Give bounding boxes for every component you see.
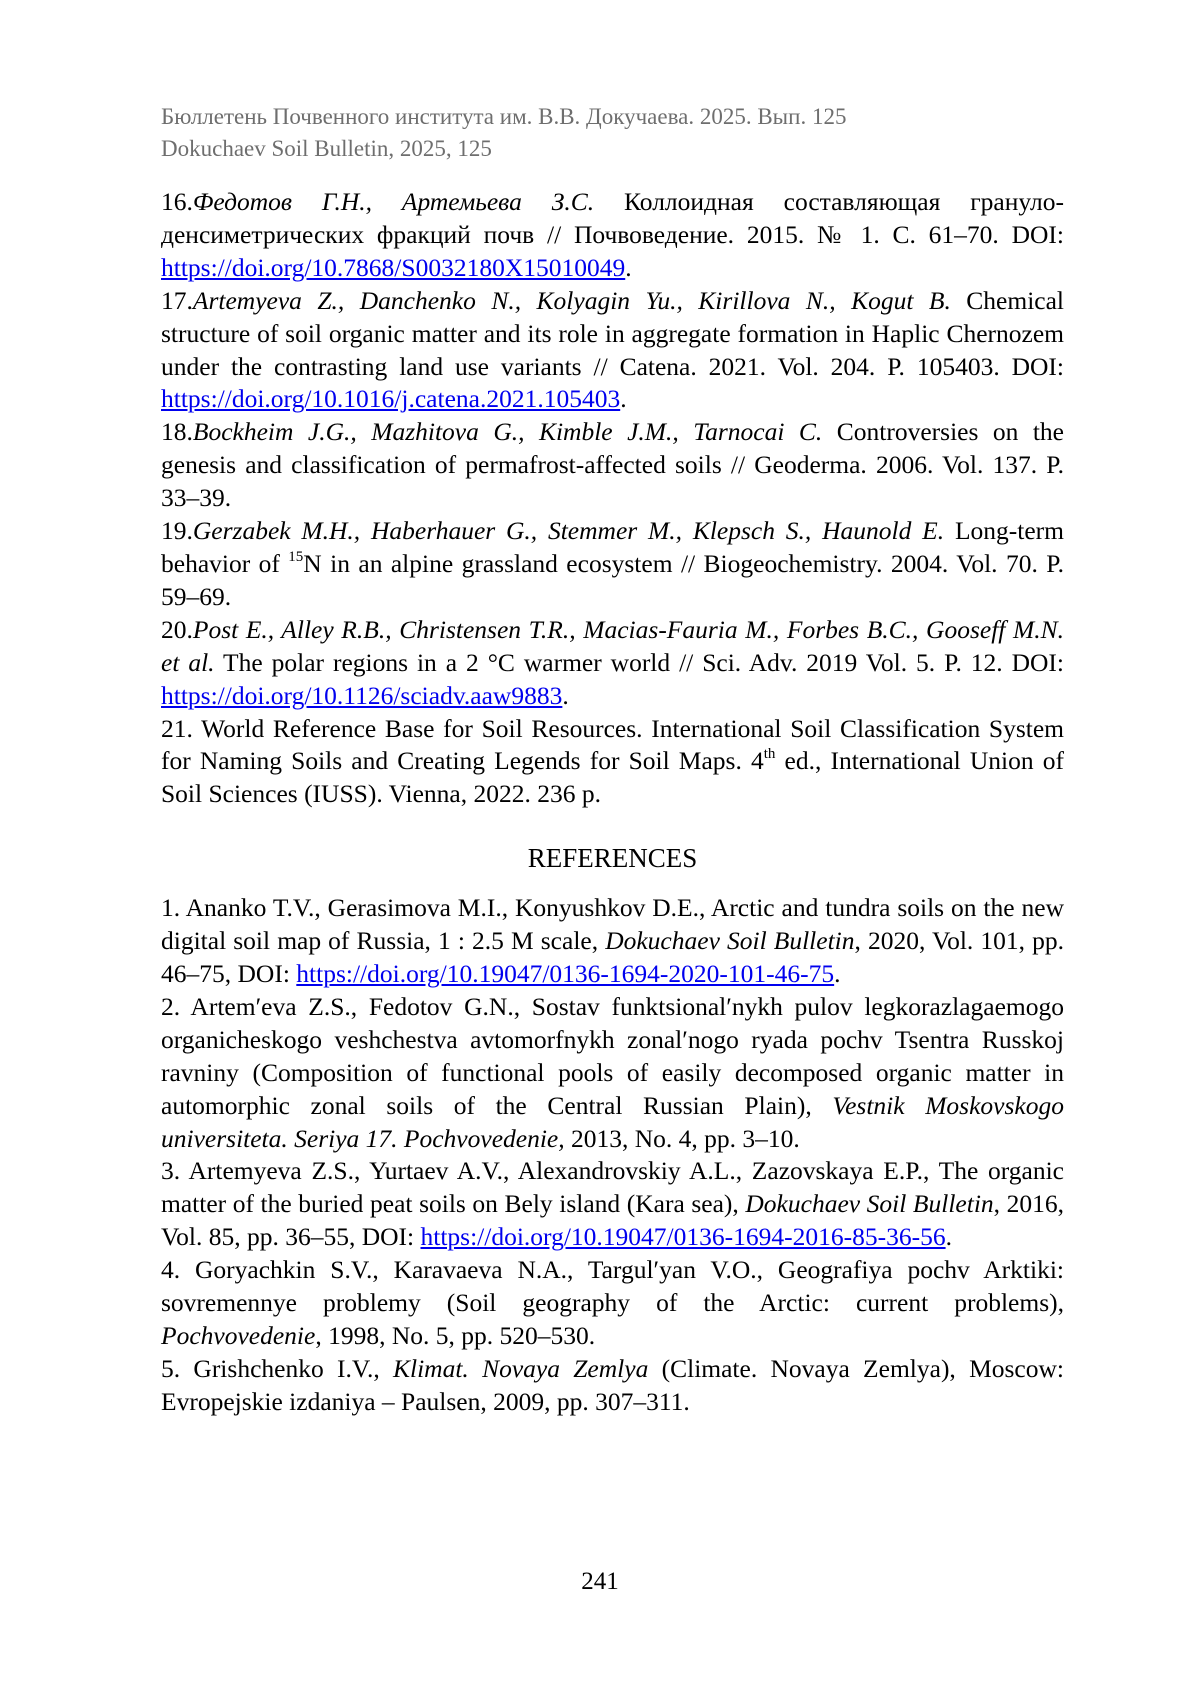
reference-item-16: 16.Федотов Г.Н., Артемьева З.С. Коллоидная составляющая грануло-денсиметрических фракций почв // Почвоведение. 2015. № 1. С. 61–70. DOI: https://doi.org/10.7868/S0032180X15010049.	[161, 187, 1064, 282]
running-header	[161, 101, 1041, 165]
header-journal-ru: Бюллетень Почвенного института им. В.В. Докучаева. 2025. Вып. 125	[161, 104, 847, 129]
reference-authors: Gerzabek M.H., Haberhauer G., Stemmer M., Klepsch S., Haunold E.	[192, 516, 945, 546]
reference-item-21: 21. World Reference Base for Soil Resources. International Soil Classification System for Naming Soils and Creating Legends for Soil Maps. 4th ed., International Union of Soil Sciences (IUSS). Vienna, 2022. 236 p.	[161, 713, 1064, 809]
page-number: 241	[581, 1568, 619, 1595]
reference-authors: Bockheim J.G., Mazhitova G., Kimble J.M., Tarnocai C.	[192, 417, 823, 447]
doi-link[interactable]: https://doi.org/10.1016/j.catena.2021.105403	[161, 384, 621, 414]
reference-list	[161, 186, 1064, 1419]
reference-authors: Post E., Alley R.B., Christensen T.R., Macias-Fauria M., Forbes B.C., Gooseff M.N. et al.	[161, 614, 1064, 677]
header-journal-en: Dokuchaev Soil Bulletin, 2025, 125	[161, 136, 492, 161]
reference-item-en-1: 1. Ananko T.V., Gerasimova M.I., Konyushkov D.E., Arctic and tundra soils on the new digital soil map of Russia, 1 : 2.5 M scale, Dokuchaev Soil Bulletin, 2020, Vol. 101, pp. 46–75, DOI: https://doi.org/10.19047/0136-1694-2020-101-46-75.	[161, 893, 1064, 989]
doi-link[interactable]: https://doi.org/10.1126/sciadv.aaw9883	[161, 680, 563, 710]
reference-authors: Федотов Г.Н., Артемьева З.С.	[192, 187, 595, 216]
reference-authors: Artemyeva Z., Danchenko N., Kolyagin Yu., Kirillova N., Kogut B.	[192, 285, 951, 315]
reference-item-17: 17.Artemyeva Z., Danchenko N., Kolyagin Yu., Kirillova N., Kogut B. Chemical structure of soil organic matter and its role in aggregate formation in Haplic Chernozem under the contrasting land use variants // Catena. 2021. Vol. 204. P. 105403. DOI: https://doi.org/10.1016/j.catena.2021.105403.	[161, 285, 1065, 414]
reference-item-19: 19.Gerzabek M.H., Haberhauer G., Stemmer M., Klepsch S., Haunold E. Long-term behavior of $^{15}$N in an alpine grassland ecosystem // Biogeochemistry. 2004. Vol. 70. P. 59–69.	[161, 516, 1064, 611]
reference-item-18: 18.Bockheim J.G., Mazhitova G., Kimble J.M., Tarnocai C. Controversies on the genesis and classification of permafrost-affected soils // Geoderma. 2006. Vol. 137. P. 33–39.	[161, 417, 1064, 513]
references-heading: REFERENCES	[527, 843, 698, 874]
reference-item-en-2: 2. Artem′eva Z.S., Fedotov G.N., Sostav funktsional′nykh pulov legkorazlagaemogo organicheskogo veshchestva avtomorfnykh zonal′nogo ryada pochv Tsentra Russkoj ravniny (Composition of functional pools of easily decomposed organic matter in automorphic zonal soils of the Central Russian Plain), Vestnik Moskovskogo universiteta. Seriya 17. Pochvovedenie, 2013, No. 4, pp. 3–10.	[161, 991, 1064, 1153]
doi-link[interactable]: https://doi.org/10.19047/0136-1694-2016-85-36-56	[420, 1222, 946, 1252]
reference-item-en-5: 5. Grishchenko I.V., Klimat. Novaya Zemlya (Climate. Novaya Zemlya), Moscow: Evropejskie izdaniya – Paulsen, 2009, pp. 307–311.	[161, 1353, 1064, 1416]
doi-link[interactable]: https://doi.org/10.19047/0136-1694-2020-101-46-75	[296, 959, 835, 989]
reference-item-en-4: 4. Goryachkin S.V., Karavaeva N.A., Targul′yan V.O., Geografiya pochv Arktiki: sovremennye problemy (Soil geography of the Arctic: current problems), Pochvovedenie, 1998, No. 5, pp. 520–530.	[161, 1255, 1064, 1350]
reference-item-en-3: 3. Artemyeva Z.S., Yurtaev A.V., Alexandrovskiy A.L., Zazovskaya E.P., The organic matter of the buried peat soils on Bely island (Kara sea), Dokuchaev Soil Bulletin, 2016, Vol. 85, pp. 36–55, DOI: https://doi.org/10.19047/0136-1694-2016-85-36-56.	[161, 1156, 1064, 1252]
doi-link[interactable]: https://doi.org/10.7868/S0032180X15010049	[161, 252, 626, 282]
reference-item-20: 20.Post E., Alley R.B., Christensen T.R., Macias-Fauria M., Forbes B.C., Gooseff M.N. et al. The polar regions in a 2 °C warmer world // Sci. Adv. 2019 Vol. 5. P. 12. DOI: https://doi.org/10.1126/sciadv.aaw9883.	[161, 614, 1064, 710]
